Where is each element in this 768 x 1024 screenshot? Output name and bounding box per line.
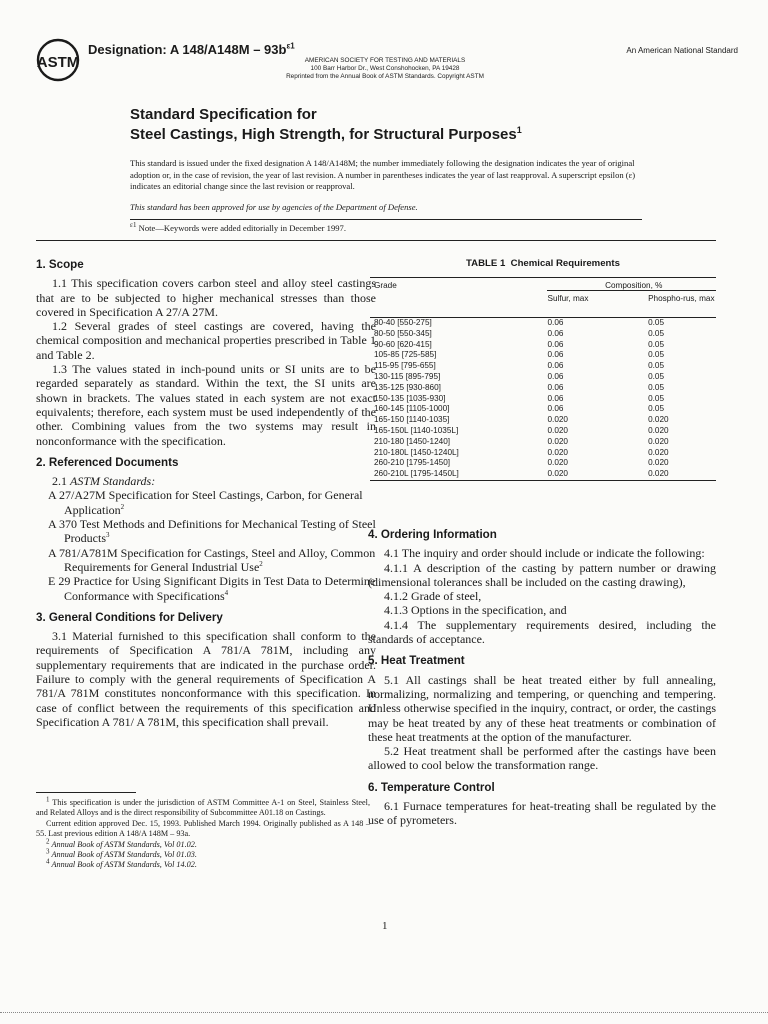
paragraph-4-1-1: 4.1.1 A description of the casting by pattern number or drawing (dimensional tolerances shall be included on the casting drawing), xyxy=(368,560,716,589)
footnote-3 xyxy=(36,847,370,860)
paragraph-1-2: 1.2 Several grades of steel castings are covered, having the chemical composition and mechanical properties prescribed in Table 1 and Table 2. xyxy=(36,319,376,362)
reference-a370 xyxy=(36,517,376,546)
cell-sulfur: 0.06 xyxy=(547,382,564,392)
section-heading-ordering-information: 4. Ordering Information xyxy=(368,528,497,541)
cell-sulfur: 0.020 xyxy=(547,436,568,446)
cell-sulfur: 0.020 xyxy=(547,425,568,435)
intro-paragraph: This standard is issued under the fixed designation A 148/A148M; the number immediately following the designation indicates the year of original adoption or, in the case of revision, the year of last revision. A number in parentheses indicates the year of last reapproval. A superscript epsilon (ε) indicates an editorial change since the last revision or reapproval. xyxy=(130,158,636,191)
cell-sulfur: 0.06 xyxy=(547,371,564,381)
table-row xyxy=(370,404,716,415)
column-header-phosphorus: Phospho-rus, max xyxy=(648,294,715,303)
cell-grade: 135-125 [930-860] xyxy=(374,382,441,392)
footnote-1-text: This specification is under the jurisdiction of ASTM Committee A-1 on Steel, Stainless Steel, and Related Alloys and is the direct responsibility of Subcommittee A01.18 on Castings. xyxy=(36,798,370,818)
national-standard-label: An American National Standard xyxy=(626,46,738,55)
divider xyxy=(36,240,716,241)
title-line-1: Standard Specification for xyxy=(130,106,317,123)
page-number: 1 xyxy=(382,920,388,932)
cell-grade: 130-115 [895-795] xyxy=(374,371,441,381)
cell-grade: 80-50 [550-345] xyxy=(374,328,432,338)
footnote-marker: 3 xyxy=(46,847,50,856)
footnote-ref: 3 xyxy=(106,531,110,540)
title-line-2 xyxy=(130,125,522,145)
footnote-marker: 1 xyxy=(46,795,50,804)
paragraph-4-1-2: 4.1.2 Grade of steel, xyxy=(384,589,482,604)
footnote-ref: 2 xyxy=(259,559,263,568)
reference-e29 xyxy=(36,574,376,603)
footnote-4-text: Annual Book of ASTM Standards, Vol 14.02. xyxy=(51,860,197,870)
cell-phosphorus: 0.05 xyxy=(648,371,665,381)
footnote-1 xyxy=(36,795,370,819)
footnote-ref: 2 xyxy=(120,502,125,511)
cell-phosphorus: 0.05 xyxy=(648,382,665,392)
cell-grade: 210-180 [1450-1240] xyxy=(374,436,451,446)
table-row xyxy=(370,372,716,383)
reference-a370-text: A 370 Test Methods and Definitions for Mechanical Testing of Steel Products xyxy=(48,517,376,546)
cell-sulfur: 0.06 xyxy=(547,361,564,371)
society-address: 100 Barr Harbor Dr., West Conshohocken, PA 19428 xyxy=(310,65,460,73)
paragraph-5-1: 5.1 All castings shall be heat treated either by full annealing, normalizing, normalizing and tempering, or quenching and tempering. Unless otherwise specified in the inquiry, contract, or order, the castings may be heat treated by any of these heat treatments or combination of these heat treatments at the option of the manufacturer. xyxy=(368,672,716,744)
table-row xyxy=(370,448,716,459)
column-header-grade: Grade xyxy=(374,281,397,290)
cell-sulfur: 0.06 xyxy=(547,339,564,349)
paragraph-5-2: 5.2 Heat treatment shall be performed after the castings have been allowed to cool below the transformation range. xyxy=(368,744,716,773)
designation xyxy=(88,42,295,57)
cell-grade: 260-210L [1795-1450L] xyxy=(374,469,459,479)
column-header-composition: Composition, % xyxy=(547,278,716,291)
cell-phosphorus: 0.05 xyxy=(648,339,665,349)
table-row xyxy=(370,458,716,469)
paragraph-1-1: 1.1 This specification covers carbon steel and alloy steel castings that are to be subjected to higher mechanical stresses than those covered in Specification A 27/A 27M. xyxy=(36,276,376,319)
designation-epsilon: ε1 xyxy=(286,41,295,51)
reference-a27-text: A 27/A27M Specification for Steel Castings, Carbon, for General Application xyxy=(48,488,363,517)
table-row xyxy=(370,340,716,351)
paragraph-2-1-number: 2.1 xyxy=(52,474,67,489)
footnote-3-text: Annual Book of ASTM Standards, Vol 01.03. xyxy=(51,850,197,860)
cell-phosphorus: 0.020 xyxy=(648,469,669,479)
table-row xyxy=(370,415,716,426)
title-footnote-ref: 1 xyxy=(516,125,522,135)
footnote-marker: 4 xyxy=(46,857,50,866)
cell-grade: 210-180L [1450-1240L] xyxy=(374,447,459,457)
cell-sulfur: 0.020 xyxy=(547,469,568,479)
paragraph-4-1-3: 4.1.3 Options in the specification, and xyxy=(384,603,567,618)
cell-phosphorus: 0.05 xyxy=(648,318,665,327)
cell-grade: 160-145 [1105-1000] xyxy=(374,404,450,414)
reference-a27 xyxy=(36,488,376,517)
table-row xyxy=(370,383,716,394)
cell-phosphorus: 0.020 xyxy=(648,425,669,435)
footnotes xyxy=(36,795,370,871)
cell-phosphorus: 0.020 xyxy=(648,447,669,457)
society-name: AMERICAN SOCIETY FOR TESTING AND MATERIALS xyxy=(304,57,466,64)
cell-grade: 80-40 [550-275] xyxy=(374,318,432,327)
cell-phosphorus: 0.05 xyxy=(648,350,665,360)
divider xyxy=(130,219,642,220)
table-row xyxy=(370,361,716,372)
cell-sulfur: 0.06 xyxy=(547,393,564,403)
cell-grade: 260-210 [1795-1450] xyxy=(374,458,451,468)
table-row xyxy=(370,350,716,361)
table-body xyxy=(370,318,716,481)
cell-grade: 105-85 [725-585] xyxy=(374,350,437,360)
designation-text: Designation: A 148/A148M – 93b xyxy=(88,42,287,57)
footnote-4 xyxy=(36,857,370,870)
cell-sulfur: 0.020 xyxy=(547,447,568,457)
cell-sulfur: 0.06 xyxy=(547,350,564,360)
astm-logo xyxy=(36,38,80,82)
section-heading-temperature-control: 6. Temperature Control xyxy=(368,780,495,794)
cell-grade: 165-150 [1140-1035] xyxy=(374,415,450,425)
table-1-label: TABLE 1 xyxy=(466,258,506,269)
reference-e29-text: E 29 Practice for Using Significant Digits in Test Data to Determine Conformance with Specifications xyxy=(48,574,376,603)
cell-phosphorus: 0.05 xyxy=(648,361,665,371)
cell-sulfur: 0.06 xyxy=(547,318,564,327)
paragraph-3-1: 3.1 Material furnished to this specification shall conform to the requirements of Specification A 781/A 781M, including any supplementary requirements that are indicated in the purchase order. Failure to comply with the general requirements of Specification A 781/A 781M constitutes nonconformance with this specification. In case of conflict between the requirements of this specification and Specification A 781/ A 781M, this specification shall prevail. xyxy=(36,629,376,729)
footnote-2-text: Annual Book of ASTM Standards, Vol 01.02. xyxy=(51,839,197,849)
paragraph-4-1: 4.1 The inquiry and order should include or indicate the following: xyxy=(384,546,705,561)
left-column xyxy=(36,258,376,729)
footnote-1b: Current edition approved Dec. 15, 1993. Published March 1994. Originally published as A 148 – 55. Last previous edition A 148/A 148M – 93a. xyxy=(36,818,370,839)
footnote-ref: 4 xyxy=(224,588,229,597)
reference-a781-text: A 781/A781M Specification for Castings, Steel and Alloy, Common Requirements for General Industrial Use xyxy=(48,545,376,574)
society-block xyxy=(200,57,570,82)
cell-grade: 150-135 [1035-930] xyxy=(374,393,446,403)
section-heading-heat-treatment: 5. Heat Treatment xyxy=(368,654,465,668)
cell-sulfur: 0.020 xyxy=(547,415,568,425)
title-main: Steel Castings, High Strength, for Structural Purposes xyxy=(130,126,517,143)
table-1-caption xyxy=(370,258,716,269)
paragraph-6-1: 6.1 Furnace temperatures for heat-treating shall be regulated by the use of pyrometers. xyxy=(368,799,716,828)
note-epsilon: ε1 xyxy=(130,221,137,230)
paragraph-2-1 xyxy=(36,474,376,488)
bottom-divider xyxy=(0,1012,768,1013)
table-row xyxy=(370,394,716,405)
table-row xyxy=(370,318,716,329)
paragraph-1-3: 1.3 The values stated in inch-pound units or SI units are to be regarded separately as standard. Within the text, the SI units are shown in brackets. The values stated in each system are not exact equivalents; therefore, each system must be used independently of the other. Combining values from the two systems may result in nonconformance with the specification. xyxy=(36,362,376,448)
cell-phosphorus: 0.020 xyxy=(648,415,669,425)
table-row xyxy=(370,329,716,340)
footnote-2 xyxy=(36,836,370,850)
paragraph-4-1-4: 4.1.4 The supplementary requirements desired, including the standards of acceptance. xyxy=(368,617,716,647)
table-row xyxy=(370,469,716,480)
cell-grade: 90-60 [620-415] xyxy=(374,339,432,349)
cell-sulfur: 0.06 xyxy=(547,328,564,338)
logo-text: ASTM xyxy=(36,54,80,71)
chemical-requirements-table xyxy=(370,277,716,481)
section-heading-scope: 1. Scope xyxy=(36,258,84,271)
right-column xyxy=(368,528,716,828)
reference-a781 xyxy=(36,546,376,575)
editorial-note xyxy=(130,223,346,233)
cell-phosphorus: 0.05 xyxy=(648,404,665,414)
defense-approval: This standard has been approved for use by agencies of the Department of Defense. xyxy=(130,202,418,212)
table-1-title: Chemical Requirements xyxy=(510,258,620,269)
section-heading-general-conditions: 3. General Conditions for Delivery xyxy=(36,610,223,624)
table-row xyxy=(370,426,716,437)
society-reprint: Reprinted from the Annual Book of ASTM Standards. Copyright ASTM xyxy=(286,73,484,81)
section-heading-referenced-documents: 2. Referenced Documents xyxy=(36,455,179,469)
cell-phosphorus: 0.020 xyxy=(648,436,669,446)
column-header-sulfur: Sulfur, max xyxy=(547,294,589,303)
paragraph-2-1-text: ASTM Standards: xyxy=(70,474,156,489)
cell-phosphorus: 0.020 xyxy=(648,458,669,468)
cell-sulfur: 0.020 xyxy=(547,458,568,468)
cell-grade: 165-150L [1140-1035L] xyxy=(374,425,459,435)
footnote-divider xyxy=(36,792,136,793)
page-title xyxy=(130,105,522,145)
cell-sulfur: 0.06 xyxy=(547,404,564,414)
note-text: Note—Keywords were added editorially in December 1997. xyxy=(138,223,346,233)
cell-grade: 115-95 [795-655] xyxy=(374,361,436,371)
footnote-marker: 2 xyxy=(46,836,50,845)
cell-phosphorus: 0.05 xyxy=(648,393,665,403)
table-row xyxy=(370,437,716,448)
cell-phosphorus: 0.05 xyxy=(648,328,665,338)
